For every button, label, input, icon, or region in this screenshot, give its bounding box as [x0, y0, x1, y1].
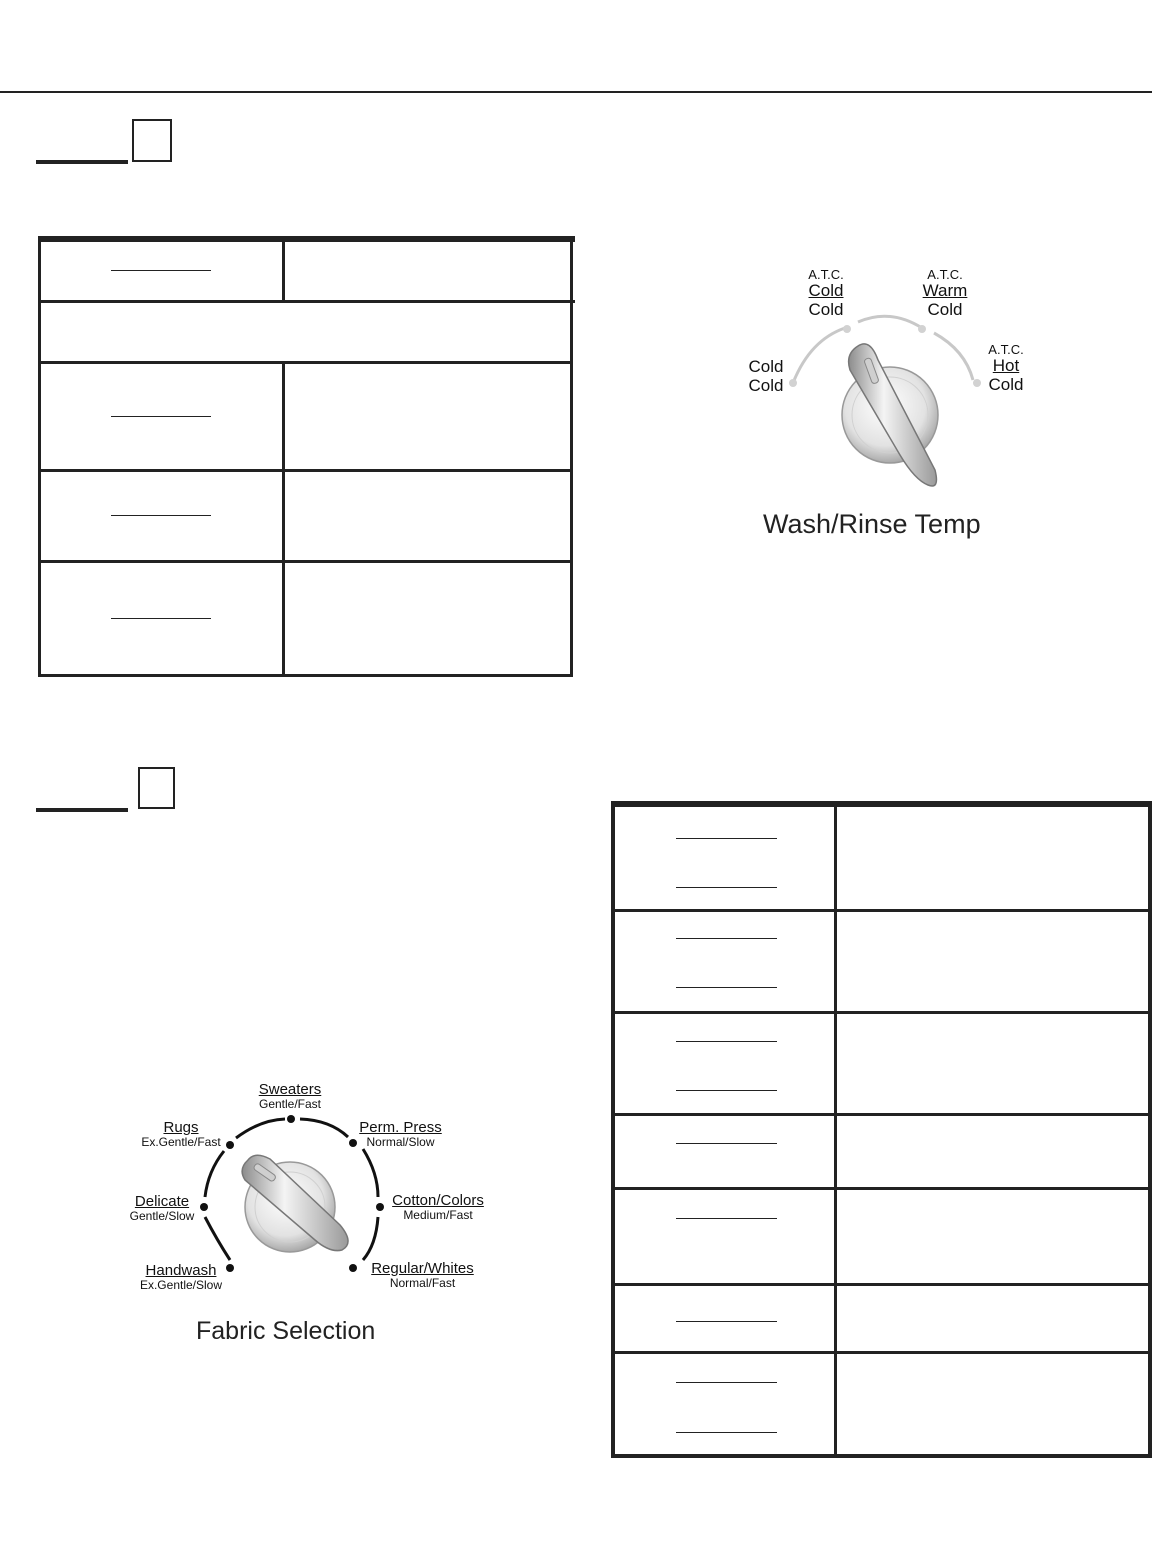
fabric-setting-regular-whites: Regular/Whites Normal/Fast [371, 1260, 474, 1290]
section-1-heading-rule [36, 160, 128, 164]
table-blank-line [676, 887, 777, 888]
table-blank-line [676, 1321, 777, 1322]
wash-setting-atc-cold-cold: A.T.C. Cold Cold [808, 267, 844, 319]
fabric-setting-handwash: Handwash Ex.Gentle/Slow [139, 1262, 223, 1292]
wash-temp-table [38, 236, 575, 677]
fabric-setting-perm-press: Perm. Press Normal/Slow [359, 1119, 442, 1149]
table-blank-line [111, 270, 211, 271]
section-2-number-box [138, 767, 175, 809]
table-blank-line [676, 1382, 777, 1383]
fabric-setting-sweaters: Sweaters Gentle/Fast [258, 1081, 322, 1111]
section-1-number-box [132, 119, 172, 162]
fabric-setting-rugs: Rugs Ex.Gentle/Fast [141, 1119, 221, 1149]
wash-setting-atc-hot-cold: A.T.C. Hot Cold [988, 342, 1024, 394]
fabric-table [611, 801, 1152, 1458]
wash-setting-atc-warm-cold: A.T.C. Warm Cold [922, 267, 968, 319]
wash-rinse-temp-dial[interactable] [700, 250, 1080, 560]
fabric-setting-delicate: Delicate Gentle/Slow [129, 1193, 195, 1223]
table-blank-line [676, 1143, 777, 1144]
section-2-heading-rule [36, 808, 128, 812]
table-blank-line [676, 1218, 777, 1219]
table-blank-line [676, 838, 777, 839]
table-blank-line [676, 938, 777, 939]
wash-setting-cold-cold: Cold Cold [748, 357, 784, 395]
table-blank-line [676, 1432, 777, 1433]
fabric-setting-cotton-colors: Cotton/Colors Medium/Fast [392, 1192, 484, 1222]
table-blank-line [676, 1090, 777, 1091]
table-blank-line [111, 618, 211, 619]
table-blank-line [676, 987, 777, 988]
fabric-selection-title: Fabric Selection [196, 1317, 376, 1345]
table-blank-line [676, 1041, 777, 1042]
header-rule [0, 91, 1152, 93]
table-blank-line [111, 416, 211, 417]
table-blank-line [111, 515, 211, 516]
wash-rinse-temp-title: Wash/Rinse Temp [763, 509, 981, 539]
fabric-selection-dial[interactable] [120, 1075, 500, 1355]
